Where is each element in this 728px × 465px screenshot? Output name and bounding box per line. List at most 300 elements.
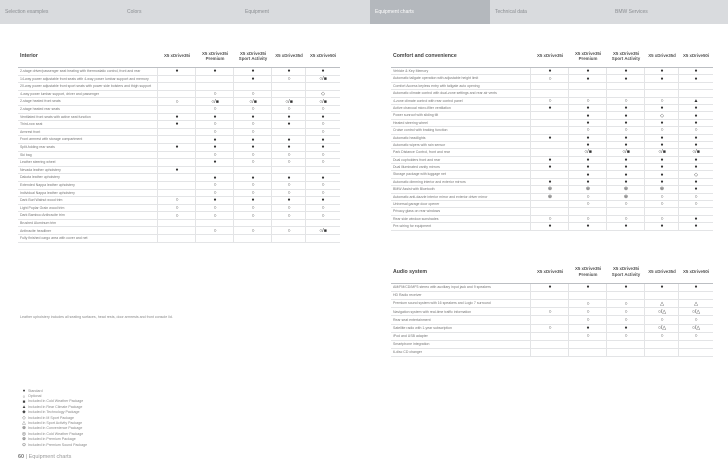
availability-cell (158, 182, 196, 189)
availability-cell: ● (660, 68, 664, 75)
availability-cell (645, 292, 679, 299)
availability-cell: ● (548, 223, 552, 230)
availability-cell: ● (213, 136, 217, 143)
feature-label: Dark Burl Walnut wood trim (20, 198, 63, 203)
availability-cell: ● (548, 68, 552, 75)
availability-cell: ● (624, 68, 628, 75)
availability-cell: ● (660, 171, 664, 178)
table-row (391, 68, 713, 75)
nav-tab-1[interactable] (0, 0, 122, 24)
availability-cell: ○ (321, 182, 325, 189)
model-header: X5 xDrive50i (682, 53, 710, 59)
feature-label: Fully finished cargo area with cover and net (20, 236, 88, 241)
availability-cell: ● (586, 156, 590, 163)
availability-cell: ○ (251, 227, 255, 234)
availability-cell: ● (251, 136, 255, 143)
availability-cell: ◇ (694, 171, 698, 178)
comfort-audio-chart (391, 45, 713, 450)
table-row (391, 75, 713, 82)
table-row (18, 144, 340, 152)
availability-cell: ⊕ (623, 186, 629, 193)
availability-cell: ○ (175, 204, 179, 211)
legend-text: Included in Cold Weather Package (28, 431, 84, 436)
availability-cell: ○ (624, 308, 628, 315)
availability-cell: ● (175, 68, 179, 75)
availability-cell: ● (586, 179, 590, 186)
availability-cell: ● (213, 113, 217, 120)
availability-cell: ● (624, 134, 628, 141)
availability-cell: ● (694, 68, 698, 75)
feature-label: Automatic tailgate operation with adjustable height limit (393, 76, 479, 81)
model-header: X5 xDrive35i Sport Activity (611, 50, 641, 61)
legend-symbol: ◎ (21, 430, 26, 436)
availability-cell: ○ (548, 216, 552, 222)
availability-cell (531, 349, 569, 356)
availability-cell: ● (548, 105, 552, 112)
availability-cell (531, 208, 569, 214)
legend-symbol: ■ (22, 398, 26, 404)
availability-cell: △ (660, 300, 664, 307)
nav-tab-5[interactable] (490, 0, 610, 24)
table-row (391, 223, 713, 230)
availability-cell: ● (660, 223, 664, 230)
availability-cell: ○ (624, 201, 628, 208)
legend-symbol: ◆ (22, 409, 26, 415)
section-title: Interior (20, 53, 38, 59)
availability-cell (607, 90, 645, 96)
feature-label: Leather steering wheel (20, 160, 56, 165)
availability-cell: ○ (213, 182, 217, 189)
availability-cell: ○/■ (319, 75, 327, 82)
legend-symbol: ▲ (21, 404, 27, 410)
feature-label: Split-folding rear seats (20, 145, 55, 150)
availability-cell (531, 112, 569, 118)
availability-cell: ○ (321, 121, 325, 128)
legend-item (20, 404, 87, 409)
availability-cell: ● (251, 144, 255, 151)
availability-cell: ○ (287, 189, 291, 196)
availability-cell: ○ (251, 129, 255, 136)
availability-cell: ○ (321, 159, 325, 166)
table-row (18, 167, 340, 175)
availability-cell: ● (624, 119, 628, 126)
feature-label: 2-stage driver/passenger seat heating with thermostatic control, front and rear (20, 69, 141, 74)
availability-cell: ○ (321, 106, 325, 113)
availability-cell (196, 235, 234, 242)
table-row (391, 333, 713, 341)
availability-cell: ○ (660, 333, 664, 340)
availability-cell: ● (213, 174, 217, 181)
availability-cell (158, 227, 196, 234)
availability-cell (569, 349, 607, 356)
availability-cell: △ (694, 300, 698, 307)
availability-cell: ● (660, 156, 664, 163)
availability-cell: ○ (624, 127, 628, 134)
feature-label: Brushed Aluminum trim (20, 220, 57, 225)
availability-cell (158, 83, 196, 90)
availability-cell: ● (548, 179, 552, 186)
availability-cell: ○ (660, 216, 664, 222)
table-row (391, 83, 713, 90)
availability-cell (531, 127, 569, 133)
table-row (18, 220, 340, 228)
feature-label: BMW Assist with Bluetooth (393, 187, 435, 192)
feature-label: Light Poplar Grain wood trim (20, 205, 65, 210)
availability-cell: ○ (287, 151, 291, 158)
legend-symbol: ○ (22, 393, 26, 399)
table-row (391, 284, 713, 292)
availability-cell: ○ (251, 151, 255, 158)
availability-cell: ○ (321, 129, 325, 136)
model-header: X5 xDrive35d (648, 268, 676, 274)
availability-cell: ● (321, 68, 325, 75)
availability-cell: ● (694, 186, 698, 193)
feature-label: 20-way power adjustable front sport seats with power side bolsters and thigh support (20, 84, 152, 89)
availability-cell: ○ (548, 75, 552, 82)
feature-label: Smartphone integration (393, 342, 430, 347)
availability-cell (158, 129, 196, 136)
availability-cell: ○ (660, 97, 664, 104)
availability-cell: ● (548, 134, 552, 141)
legend-symbol: ◇ (22, 414, 26, 420)
availability-cell: ○/■ (622, 149, 630, 156)
availability-cell (158, 220, 196, 227)
availability-cell: ○ (287, 182, 291, 189)
legend-item (20, 431, 87, 436)
model-header: X5 xDrive35d (275, 53, 303, 59)
availability-cell: ● (694, 134, 698, 141)
availability-cell (569, 208, 607, 214)
table-row (391, 216, 713, 223)
table-row (18, 190, 340, 198)
model-header: X5 xDrive50i (682, 268, 710, 274)
availability-cell (306, 220, 340, 227)
availability-cell: ● (251, 75, 255, 82)
legend-item (20, 420, 87, 425)
availability-cell: ○/■ (319, 98, 327, 105)
feature-label: Automatic anti-dazzle interior mirror and exterior driver mirror (393, 194, 488, 199)
availability-cell (531, 333, 569, 340)
availability-cell: ○ (586, 333, 590, 340)
availability-cell: ○ (624, 97, 628, 104)
interior-note: Leather upholstery includes all seating surfaces, head rests, door armrests and front console lid. (20, 315, 173, 319)
availability-cell: ● (694, 119, 698, 126)
availability-cell: ● (175, 167, 179, 174)
availability-cell (272, 220, 306, 227)
availability-cell: ○/■ (584, 149, 592, 156)
availability-cell: ○ (251, 189, 255, 196)
availability-cell (531, 316, 569, 323)
availability-cell (531, 149, 569, 155)
interior-header (18, 45, 340, 68)
nav-tab-label: Selection examples (5, 9, 49, 15)
availability-cell: ○ (213, 189, 217, 196)
model-header: X5 xDrive35i Sport Activity (611, 266, 641, 277)
availability-cell (158, 190, 196, 197)
availability-cell: ● (321, 113, 325, 120)
model-header: X5 xDrive35d (648, 53, 676, 59)
table-row (18, 114, 340, 122)
legend-text: Included in Premium Package (28, 437, 76, 442)
availability-cell: ○ (624, 216, 628, 222)
availability-cell: ● (287, 144, 291, 151)
availability-cell (196, 220, 234, 227)
feature-label: Premium sound system with 16 speakers and Logic 7 surround (393, 301, 491, 306)
table-row (18, 91, 340, 99)
availability-cell: ● (251, 68, 255, 75)
feature-label: 2-stage heated front seats (20, 99, 61, 104)
availability-cell: ● (624, 164, 628, 171)
table-row (18, 227, 340, 235)
availability-cell (158, 174, 196, 181)
table-row (391, 135, 713, 142)
availability-cell (569, 83, 607, 89)
table-row (391, 98, 713, 105)
availability-cell (607, 341, 645, 348)
table-row (391, 149, 713, 156)
table-row (391, 164, 713, 171)
availability-cell: ○ (287, 204, 291, 211)
legend-item (20, 410, 87, 415)
nav-tab-label: Colors (127, 9, 142, 15)
availability-cell: ○ (251, 212, 255, 219)
availability-cell: ○/■ (249, 98, 257, 105)
audio-header (391, 261, 713, 284)
availability-cell: ○ (548, 97, 552, 104)
availability-cell: ○ (586, 308, 590, 315)
table-row (391, 194, 713, 201)
availability-cell (531, 171, 569, 177)
availability-cell: ○ (586, 97, 590, 104)
feature-label: Universal garage door opener (393, 202, 440, 207)
availability-cell: ○ (213, 121, 217, 128)
availability-cell: ● (660, 142, 664, 149)
model-header: X5 xDrive35i (536, 53, 564, 59)
table-row (391, 171, 713, 178)
availability-cell (196, 76, 234, 83)
feature-label: 4-way power lumbar support, driver and passenger (20, 91, 99, 96)
availability-cell (679, 341, 713, 348)
feature-label: Pre-wiring for equipment (393, 224, 432, 229)
table-row (18, 174, 340, 182)
availability-cell: ● (548, 284, 552, 291)
legend-item (20, 399, 87, 404)
availability-cell: ○ (694, 127, 698, 134)
availability-cell: ◇ (660, 112, 664, 119)
availability-cell: ● (213, 144, 217, 151)
availability-cell: ○ (694, 333, 698, 340)
availability-cell: ● (586, 134, 590, 141)
availability-cell (679, 83, 713, 89)
availability-cell: ● (624, 112, 628, 119)
table-row (18, 129, 340, 137)
availability-cell (196, 83, 234, 90)
table-row (391, 179, 713, 186)
availability-cell (306, 83, 340, 90)
availability-cell (158, 235, 196, 242)
availability-cell: ○ (175, 98, 179, 105)
feature-label: Heated steering wheel (393, 120, 428, 125)
availability-cell: ○ (321, 204, 325, 211)
availability-cell (645, 83, 679, 89)
availability-cell: ● (175, 113, 179, 120)
legend-item (20, 426, 87, 431)
availability-cell: ● (287, 174, 291, 181)
feature-label: iPod and USB adapter (393, 334, 428, 339)
availability-cell: ○ (660, 316, 664, 323)
model-header: X5 xDrive35i (163, 53, 191, 59)
table-row (391, 208, 713, 215)
nav-tab-6[interactable] (610, 0, 728, 24)
availability-cell: ● (624, 142, 628, 149)
availability-cell: ● (213, 159, 217, 166)
availability-cell (158, 136, 196, 143)
feature-label: Dual illuminated vanity mirrors (393, 165, 440, 170)
availability-cell: ○ (624, 333, 628, 340)
availability-cell: ▲ (693, 97, 699, 104)
availability-cell: ● (624, 325, 628, 332)
availability-cell: ● (660, 179, 664, 186)
availability-cell: ● (624, 284, 628, 291)
table-row (391, 142, 713, 149)
feature-label: 6-disc CD changer (393, 350, 422, 355)
availability-cell (272, 91, 306, 98)
availability-cell (158, 152, 196, 159)
availability-cell: ○ (287, 106, 291, 113)
legend-text: Included in Convenience Package (28, 426, 83, 431)
availability-cell: ● (694, 105, 698, 112)
page-section-footer: Equipment charts (28, 454, 72, 460)
availability-cell: ● (213, 68, 217, 75)
availability-cell: ● (213, 197, 217, 204)
availability-cell: ● (694, 216, 698, 222)
availability-cell: ● (660, 134, 664, 141)
availability-cell (607, 208, 645, 214)
table-row (391, 308, 713, 316)
feature-label: Ventilated front seats with active seat function (20, 114, 91, 119)
nav-tab-4[interactable] (370, 0, 490, 24)
availability-cell: ○ (175, 212, 179, 219)
availability-cell: ○ (586, 201, 590, 208)
legend-symbol: ● (22, 388, 26, 394)
availability-cell: ○ (287, 75, 291, 82)
table-row (18, 83, 340, 91)
feature-label: Cruise control with braking function (393, 128, 448, 133)
availability-cell (569, 341, 607, 348)
top-navigation (0, 0, 728, 24)
availability-cell: ● (624, 105, 628, 112)
availability-cell: ○ (694, 193, 698, 200)
availability-cell: ○ (694, 201, 698, 208)
legend-text: Included in M Sport Package (28, 415, 74, 420)
availability-cell (531, 292, 569, 299)
feature-label: Storage package with luggage net (393, 172, 446, 177)
section-title: Audio system (393, 268, 428, 275)
availability-cell: ● (660, 119, 664, 126)
availability-cell (679, 208, 713, 214)
availability-cell: ● (321, 197, 325, 204)
availability-cell: ● (660, 164, 664, 171)
availability-cell (531, 120, 569, 126)
availability-cell (569, 90, 607, 96)
table-row (18, 121, 340, 129)
availability-cell (645, 208, 679, 214)
availability-cell: ● (548, 164, 552, 171)
feature-label: Third-row seat (20, 122, 43, 127)
availability-cell: ○ (548, 308, 552, 315)
nav-tab-2[interactable] (122, 0, 240, 24)
comfort-header (391, 45, 713, 68)
nav-tab-3[interactable] (240, 0, 370, 24)
availability-cell: ○/△ (657, 308, 667, 315)
table-row (391, 316, 713, 324)
availability-cell: ○/■ (658, 149, 666, 156)
availability-cell: ● (586, 164, 590, 171)
legend-item (20, 442, 87, 447)
availability-cell: ○ (586, 127, 590, 134)
feature-label: 4-zone climate control with rear control panel (393, 98, 463, 103)
availability-cell: ○ (287, 212, 291, 219)
availability-cell: ○ (251, 182, 255, 189)
feature-label: Ski bag (20, 152, 32, 157)
availability-cell (531, 142, 569, 148)
availability-cell (158, 91, 196, 98)
feature-label: Vehicle & Key Memory (393, 68, 429, 73)
availability-cell: ● (694, 164, 698, 171)
availability-cell: ● (251, 113, 255, 120)
availability-cell (645, 349, 679, 356)
table-row (18, 98, 340, 106)
model-header: X5 xDrive35i (536, 268, 564, 274)
availability-cell: ● (287, 113, 291, 120)
table-row (18, 182, 340, 190)
feature-label: Automatic wipers with rain sensor (393, 142, 446, 147)
availability-cell: ○ (251, 204, 255, 211)
availability-cell (645, 90, 679, 96)
feature-label: Park Distance Control, front and rear (393, 150, 450, 155)
table-row (391, 325, 713, 333)
availability-cell: ○ (624, 316, 628, 323)
feature-label: Extended Nappa leather upholstery (20, 183, 75, 187)
availability-cell (158, 106, 196, 113)
availability-cell: ● (694, 112, 698, 119)
table-row (391, 120, 713, 127)
table-row (391, 157, 713, 164)
availability-cell: ● (586, 75, 590, 82)
feature-label: Active charcoal micro-filter ventilation (393, 105, 451, 110)
table-row (18, 152, 340, 160)
availability-cell (607, 292, 645, 299)
availability-cell (234, 83, 272, 90)
feature-label: Power sunroof with sliding tilt (393, 113, 439, 118)
feature-label: Rear seat entertainment (393, 317, 431, 322)
legend-text: Standard (28, 388, 43, 393)
table-row (18, 159, 340, 167)
availability-cell: ○ (213, 212, 217, 219)
availability-cell: ○ (548, 325, 552, 332)
availability-cell: ● (586, 68, 590, 75)
availability-cell: ● (586, 223, 590, 230)
availability-cell: ○ (251, 106, 255, 113)
availability-cell (272, 83, 306, 90)
feature-label: Rear side window sunshades (393, 216, 439, 221)
table-row (391, 90, 713, 97)
availability-cell (272, 129, 306, 136)
model-header: X5 xDrive50i (309, 53, 337, 59)
nav-tab-label: BMW Services (615, 9, 648, 15)
feature-label: Dakota leather upholstery (20, 175, 60, 180)
feature-label: Dark Bamboo Anthracite trim (20, 213, 65, 218)
